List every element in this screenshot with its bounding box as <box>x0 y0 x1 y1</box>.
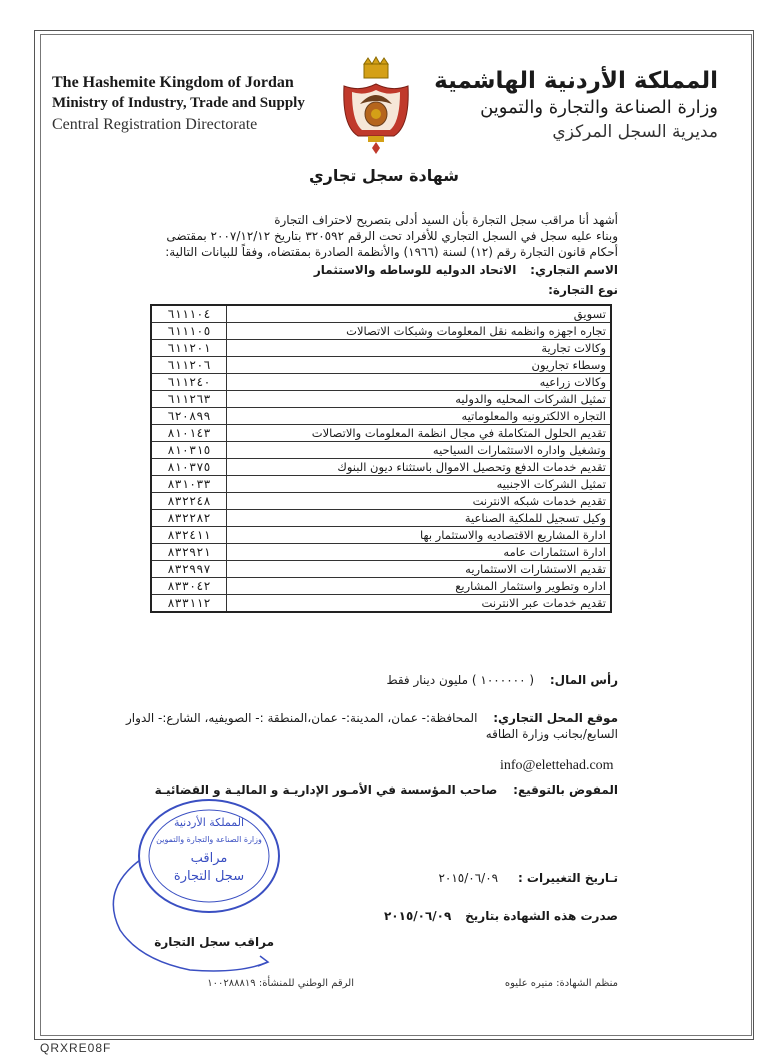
activity-description: التجاره الالكترونيه والمعلوماتيه <box>227 408 612 425</box>
authorized-label: المفوض بالتوقيع: <box>513 783 618 797</box>
location-value-line2: السابع/بجانب وزارة الطاقه <box>485 727 618 741</box>
activity-row <box>151 595 611 613</box>
changes-value: ٢٠١٥/٠٦/٠٩ <box>438 871 499 885</box>
trade-name <box>314 264 618 277</box>
activity-code: ٨٣٢٢٤٨ <box>151 493 227 510</box>
activity-code: ٦١١٢٠١ <box>151 340 227 357</box>
controller-label: مراقب سجل التجارة <box>154 935 274 949</box>
trade-name-value: الاتحاد الدوليه للوساطه والاستثمار <box>313 263 517 277</box>
activity-row <box>151 476 611 493</box>
header-ministry-ar: وزارة الصناعة والتجارة والتموين <box>480 97 718 118</box>
activity-row <box>151 510 611 527</box>
header-directorate-ar: مديرية السجل المركزي <box>552 122 718 142</box>
jordan-coat-of-arms-icon <box>338 56 414 156</box>
activity-code: ٦١١١٠٤ <box>151 305 227 323</box>
activity-row <box>151 544 611 561</box>
trade-name-label: الاسم التجاري: <box>530 263 618 277</box>
issued-value: ٢٠١٥/٠٦/٠٩ <box>383 909 452 923</box>
activity-row <box>151 391 611 408</box>
activity-code: ٨١٠٣١٥ <box>151 442 227 459</box>
intro-line-1: أشهد أنا مراقب سجل التجارة بأن السيد أدلى بتصريح لاحتراف التجارة <box>274 213 618 227</box>
activity-code: ٦١١٢٦٣ <box>151 391 227 408</box>
activity-code: ٨٣٢٢٨٢ <box>151 510 227 527</box>
activity-code: ٨٣٢٤١١ <box>151 527 227 544</box>
activity-code: ٨٣٢٩٩٧ <box>151 561 227 578</box>
header-kingdom-en: The Hashemite Kingdom of Jordan <box>52 74 294 91</box>
activity-description: تقديم خدمات عبر الانترنت <box>227 595 612 613</box>
email: info@elettehad.com <box>500 758 614 773</box>
header-ministry-en: Ministry of Industry, Trade and Supply <box>52 95 305 111</box>
header-directorate-en: Central Registration Directorate <box>52 116 258 133</box>
activity-description: تمثيل الشركات الاجنبيه <box>227 476 612 493</box>
activity-row <box>151 578 611 595</box>
activity-description: تقديم خدمات شبكه الانترنت <box>227 493 612 510</box>
stamp-line-3: مراقب <box>190 851 228 866</box>
activity-row <box>151 340 611 357</box>
activity-row <box>151 425 611 442</box>
activity-code: ٨٣١٠٣٣ <box>151 476 227 493</box>
intro-line-2: وبناء عليه سجل في السجل التجاري للأفراد تحت الرقم ٣٢٠٥٩٢ بتاريخ ٢٠٠٧/١٢/١٢ بمقتضى <box>166 229 618 243</box>
issued-date <box>384 910 618 923</box>
intro-line-3: أحكام قانون التجارة رقم (١٢) لسنة (١٩٦٦) والأنظمة الصادرة بمقتضاه، وفقاً للبيانات التالية: <box>165 245 618 259</box>
activity-description: تقديم الاستشارات الاستثماريه <box>227 561 612 578</box>
capital-label: رأس المال: <box>549 673 618 687</box>
form-code: QRXRE08F <box>40 1041 112 1055</box>
activity-description: وتشغيل واداره الاستثمارات السياحيه <box>227 442 612 459</box>
location-value-line1: المحافظة:- عمان، المدينة:- عمان،المنطقة :- الصويفيه، الشارع:- الدوار <box>126 711 478 725</box>
activity-code: ٨٣٣٠٤٢ <box>151 578 227 595</box>
activity-row <box>151 561 611 578</box>
location-label: موقع المحل التجاري: <box>493 711 618 725</box>
capital-value: ( ١٠٠٠٠٠٠ ) مليون دينار فقط <box>386 673 535 687</box>
activity-description: تقديم الحلول المتكاملة في مجال انظمة المعلومات والاتصالات <box>227 425 612 442</box>
certificate-organizer: منظم الشهادة: منيره عليوه <box>504 978 618 989</box>
certificate-title: شهادة سجل تجاري <box>308 166 460 185</box>
activity-row <box>151 442 611 459</box>
activity-description: وكالات تجارية <box>227 340 612 357</box>
activity-description: تقديم خدمات الدفع وتحصيل الاموال باستثناء ديون البنوك <box>227 459 612 476</box>
activity-row <box>151 374 611 391</box>
activity-row <box>151 459 611 476</box>
activity-code: ٨١٠١٤٣ <box>151 425 227 442</box>
stamp-line-4: سجل التجارة <box>173 869 245 884</box>
stamp-line-2: وزارة الصناعة والتجارة والتموين <box>156 835 262 844</box>
activity-code: ٨٣٢٩٢١ <box>151 544 227 561</box>
activity-code: ٦١١٢٠٦ <box>151 357 227 374</box>
activity-code: ٦١١٢٤٠ <box>151 374 227 391</box>
activity-description: تجاره اجهزه وانظمه نقل المعلومات وشبكات الاتصالات <box>227 323 612 340</box>
activities-table <box>150 304 612 613</box>
activity-description: وكيل تسجيل للملكية الصناعية <box>227 510 612 527</box>
activity-row <box>151 408 611 425</box>
activity-description: وسطاء تجاريون <box>227 357 612 374</box>
changes-label: تـاريخ التغييرات : <box>517 871 618 885</box>
activity-code: ٦١١١٠٥ <box>151 323 227 340</box>
activity-row <box>151 357 611 374</box>
activity-description: تمثيل الشركات المحليه والدوليه <box>227 391 612 408</box>
activity-row <box>151 323 611 340</box>
capital <box>386 674 618 687</box>
trade-type-label: نوع التجارة: <box>548 283 618 297</box>
issued-label: صدرت هذه الشهادة بتاريخ <box>465 909 618 923</box>
activity-description: تسويق <box>227 305 612 323</box>
activity-code: ٨٣٣١١٢ <box>151 595 227 613</box>
activity-row <box>151 305 611 323</box>
activity-description: وكالات زراعيه <box>227 374 612 391</box>
activity-code: ٦٢٠٨٩٩ <box>151 408 227 425</box>
activity-description: ادارة المشاريع الاقتصاديه والاستثمار بها <box>227 527 612 544</box>
national-number: الرقم الوطني للمنشأة: ١٠٠٢٨٨٨١٩ <box>207 978 354 989</box>
activity-row <box>151 493 611 510</box>
changes-date <box>438 872 618 885</box>
arabic-header <box>434 66 718 144</box>
signature-scribble-icon <box>100 850 280 980</box>
location <box>126 712 618 725</box>
header-kingdom-ar: المملكة الأردنية الهاشمية <box>434 68 718 94</box>
activity-code: ٨١٠٣٧٥ <box>151 459 227 476</box>
activity-description: ادارة استثمارات عامه <box>227 544 612 561</box>
english-header <box>52 72 305 135</box>
authorized-value: صاحب المؤسسة في الأمـور الإداريـة و الماليـة و القضائيـة <box>154 783 498 797</box>
activity-row <box>151 527 611 544</box>
stamp-line-1: المملكة الأردنية <box>173 816 245 829</box>
activity-description: اداره وتطوير واستثمار المشاريع <box>227 578 612 595</box>
